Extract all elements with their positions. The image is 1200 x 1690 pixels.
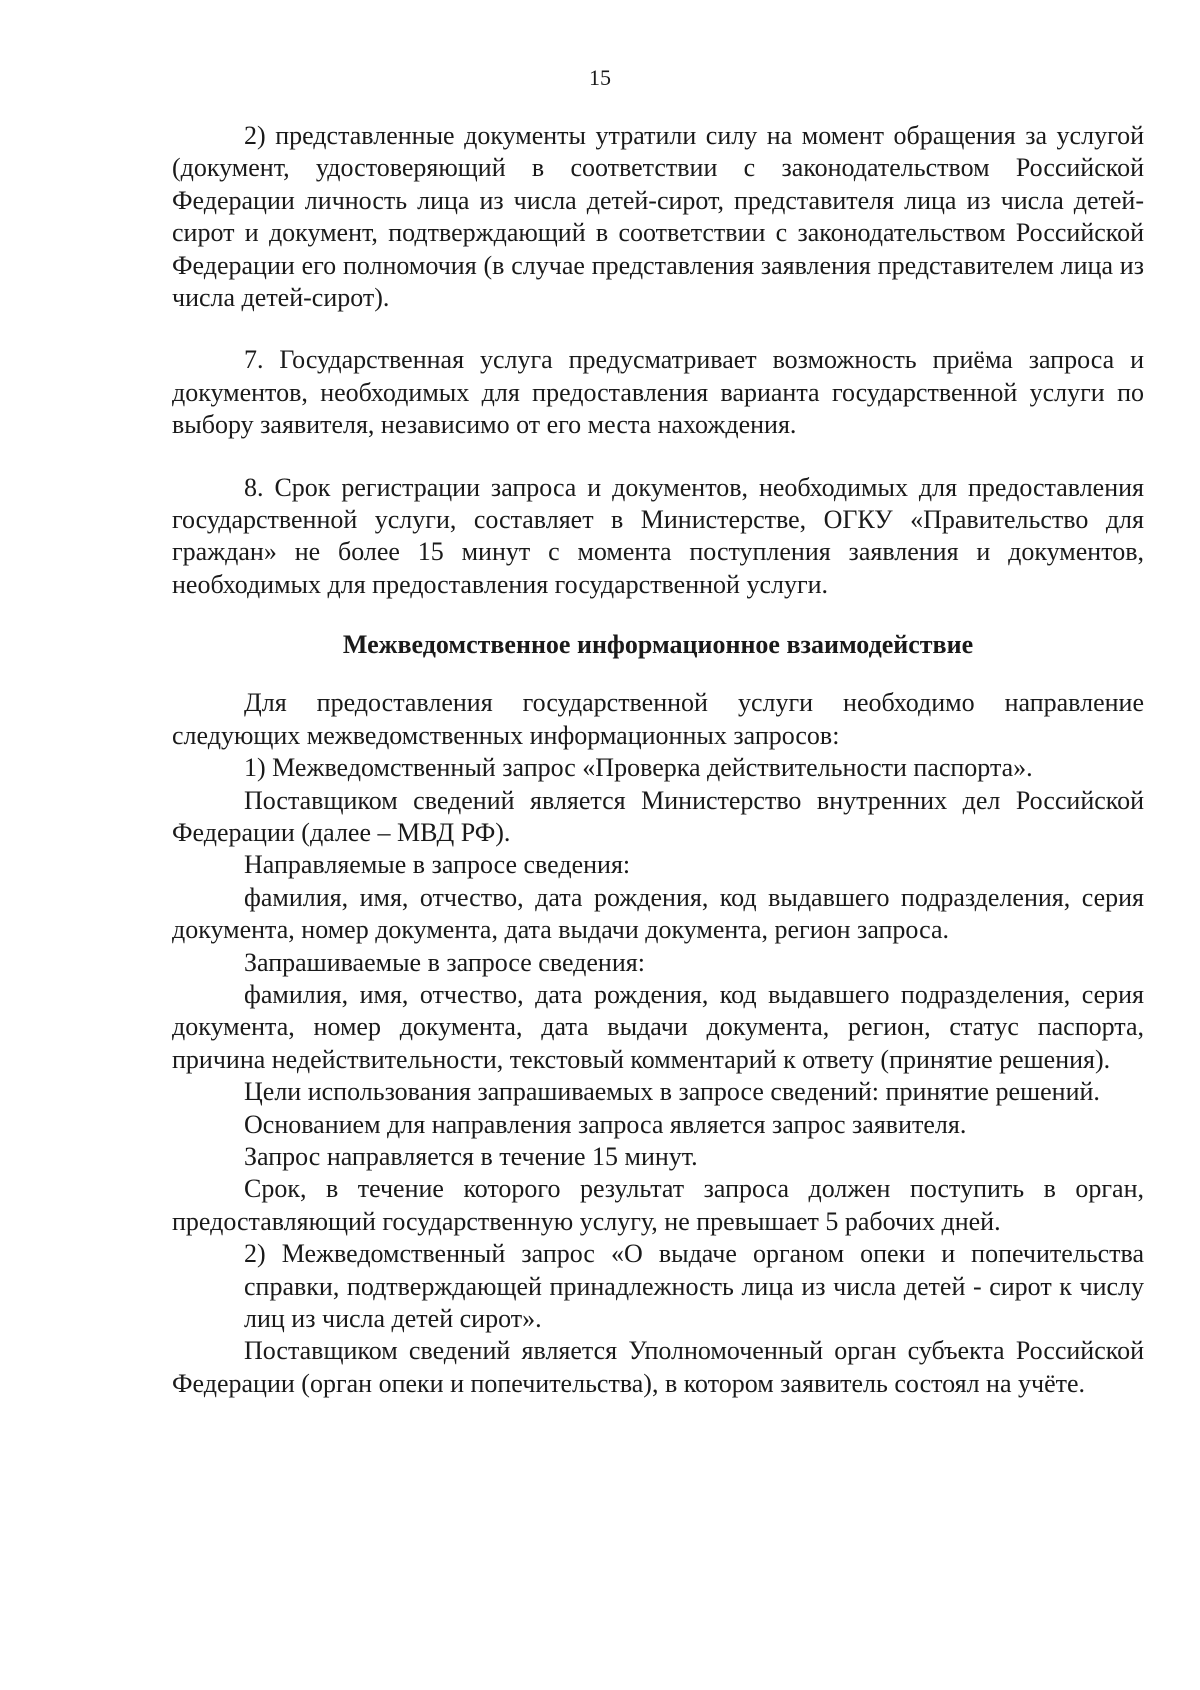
paragraph-purpose: Цели использования запрашиваемых в запросе сведений: принятие решений. bbox=[244, 1077, 1100, 1107]
paragraph-request-2: 2) Межведомственный запрос «О выдаче органом опеки и попечительства справки, подтверждающей принадлежность лица из числа детей - сирот к числу лиц из числа детей сирот». bbox=[244, 1239, 1144, 1333]
section-heading: Межведомственное информационное взаимодействие bbox=[342, 630, 974, 660]
paragraph-deadline: Срок, в течение которого результат запроса должен поступить в орган, предоставляющий государственную услугу, не превышает 5 рабочих дней. bbox=[172, 1174, 1144, 1236]
page-number: 15 bbox=[589, 65, 611, 90]
paragraph-item-8: 8. Срок регистрации запроса и документов, необходимых для предоставления государственной услуги, составляет в Министерстве, ОГКУ «Правительство для граждан» не более 15 минут с момента поступления заявления и документов, необходимых для предоставления государственной услуги. bbox=[172, 472, 1144, 599]
document-body bbox=[172, 120, 1144, 1400]
paragraph-requested-info: фамилия, имя, отчество, дата рождения, код выдавшего подразделения, серия документа, номер документа, дата выдачи документа, регион, статус паспорта, причина недействительности, текстовый комментарий к ответу (принятие решения). bbox=[172, 979, 1144, 1074]
paragraph-sent-info-label: Направляемые в запросе сведения: bbox=[244, 850, 631, 880]
paragraph-timing: Запрос направляется в течение 15 минут. bbox=[244, 1141, 698, 1171]
paragraph-intro: Для предоставления государственной услуги необходимо направление следующих межведомственных информационных запросов: bbox=[172, 688, 1144, 750]
paragraph-supplier-1: Поставщиком сведений является Министерство внутренних дел Российской Федерации (далее – МВД РФ). bbox=[172, 785, 1144, 847]
paragraph-requested-info-label: Запрашиваемые в запросе сведения: bbox=[244, 947, 645, 977]
paragraph-supplier-2: Поставщиком сведений является Уполномоченный орган субъекта Российской Федерации (орган опеки и попечительства), в котором заявитель состоял на учёте. bbox=[172, 1336, 1144, 1398]
paragraph-basis: Основанием для направления запроса является запрос заявителя. bbox=[244, 1109, 967, 1139]
paragraph-item-7: 7. Государственная услуга предусматривает возможность приёма запроса и документов, необходимых для предоставления варианта государственной услуги по выбору заявителя, независимо от его места нахождения. bbox=[172, 345, 1144, 440]
paragraph-invalid-documents: 2) представленные документы утратили силу на момент обращения за услугой (документ, удостоверяющий в соответствии с законодательством Российской Федерации личность лица из числа детей-сирот, представителя лица из числа детей-сирот и документ, подтверждающий в соответствии с законодательством Российской Федерации его полномочия (в случае представления заявления представителем лица из числа детей-сирот). bbox=[172, 121, 1144, 313]
paragraph-sent-info: фамилия, имя, отчество, дата рождения, код выдавшего подразделения, серия документа, номер документа, дата выдачи документа, регион запроса. bbox=[172, 882, 1144, 945]
paragraph-request-1: 1) Межведомственный запрос «Проверка действительности паспорта». bbox=[244, 753, 1033, 783]
